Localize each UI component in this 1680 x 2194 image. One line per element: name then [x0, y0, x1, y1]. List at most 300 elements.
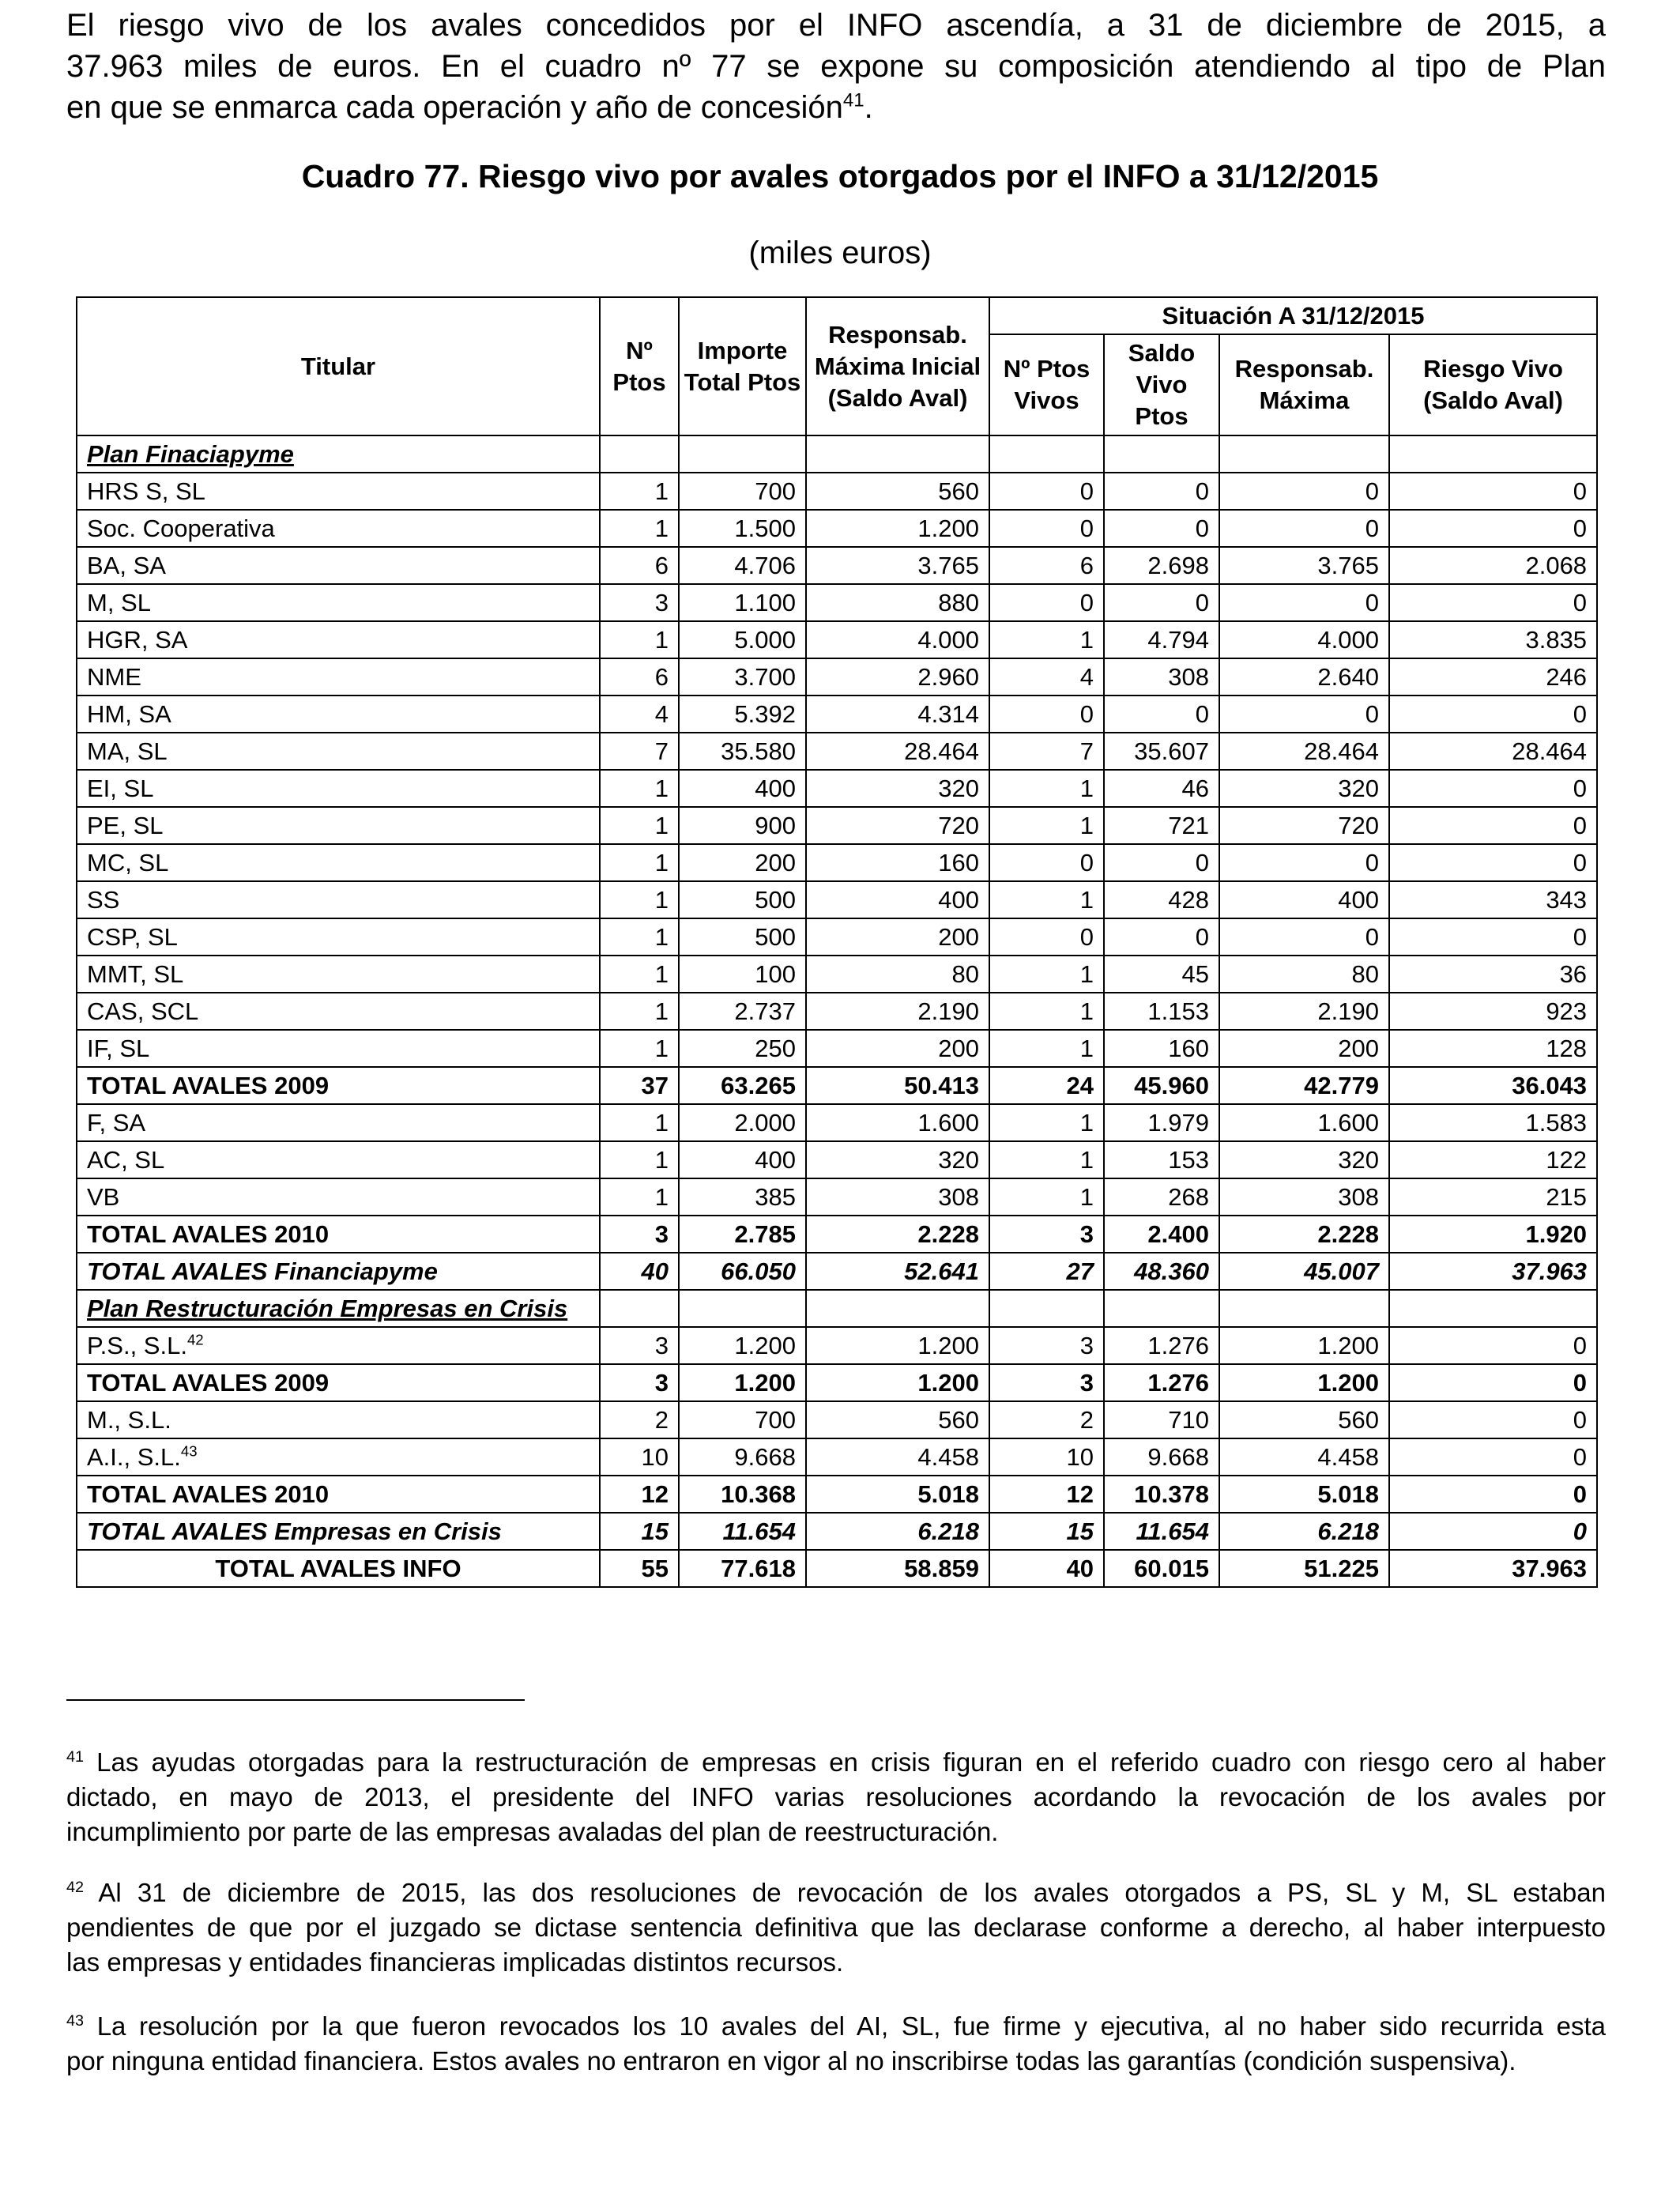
n-ptos-cell: 4 — [600, 696, 679, 733]
titular-text: M, SL — [87, 588, 151, 616]
resp-maxima-cell: 4.000 — [1219, 621, 1389, 658]
n-ptos-cell: 1 — [600, 993, 679, 1030]
titular-text: HRS S, SL — [87, 477, 205, 505]
n-ptos-cell: 1 — [600, 510, 679, 547]
n-ptos-vivos-cell: 0 — [989, 844, 1104, 881]
n-ptos-cell: 1 — [600, 956, 679, 993]
saldo-vivo-cell: 0 — [1104, 473, 1219, 510]
riesgo-vivo-cell: 36.043 — [1389, 1067, 1597, 1104]
n-ptos-vivos-cell: 27 — [989, 1253, 1104, 1290]
importe-cell: 385 — [679, 1178, 806, 1216]
importe-cell: 10.368 — [679, 1476, 806, 1513]
resp-inicial-cell: 4.458 — [806, 1438, 989, 1476]
table-row — [77, 473, 1597, 510]
titular-cell — [77, 770, 600, 807]
resp-maxima-cell: 28.464 — [1219, 733, 1389, 770]
n-ptos-vivos-cell: 10 — [989, 1438, 1104, 1476]
titular-text: SS — [87, 885, 120, 914]
importe-cell: 63.265 — [679, 1067, 806, 1104]
section-row — [77, 435, 1597, 473]
footnote-text: pendientes de que por el juzgado se dictase sentencia definitiva que las declarase conforme a derecho, al haber interpuesto — [66, 1913, 1606, 1942]
resp-maxima-cell: 42.779 — [1219, 1067, 1389, 1104]
titular-text: TOTAL AVALES 2010 — [87, 1220, 330, 1248]
importe-cell: 5.392 — [679, 696, 806, 733]
footnote-number: 43 — [66, 2012, 85, 2030]
header-resp-maxima: Responsab. Máxima — [1219, 334, 1389, 435]
riesgo-vivo-cell — [1389, 1290, 1597, 1327]
titular-text: TOTAL AVALES 2010 — [87, 1480, 330, 1508]
total-row — [77, 1550, 1597, 1587]
footnote-text: por ninguna entidad financiera. Estos avales no entraron en vigor al no inscribirse todas las garantías (condición suspensiva). — [66, 2046, 1516, 2075]
n-ptos-cell: 3 — [600, 1364, 679, 1401]
riesgo-vivo-cell: 215 — [1389, 1178, 1597, 1216]
resp-inicial-cell: 320 — [806, 770, 989, 807]
n-ptos-vivos-cell: 1 — [989, 621, 1104, 658]
riesgo-vivo-cell — [1389, 435, 1597, 473]
saldo-vivo-cell: 45 — [1104, 956, 1219, 993]
n-ptos-cell: 1 — [600, 770, 679, 807]
n-ptos-vivos-cell: 15 — [989, 1513, 1104, 1550]
riesgo-vivo-cell: 37.963 — [1389, 1253, 1597, 1290]
titular-cell — [77, 696, 600, 733]
titular-cell — [77, 956, 600, 993]
importe-cell: 66.050 — [679, 1253, 806, 1290]
riesgo-vivo-cell: 2.068 — [1389, 547, 1597, 584]
importe-cell: 4.706 — [679, 547, 806, 584]
n-ptos-cell: 55 — [600, 1550, 679, 1587]
resp-inicial-cell: 5.018 — [806, 1476, 989, 1513]
riesgo-vivo-cell: 122 — [1389, 1141, 1597, 1178]
importe-cell: 1.200 — [679, 1364, 806, 1401]
saldo-vivo-cell: 48.360 — [1104, 1253, 1219, 1290]
saldo-vivo-cell: 0 — [1104, 918, 1219, 956]
resp-maxima-cell: 6.218 — [1219, 1513, 1389, 1550]
n-ptos-cell: 1 — [600, 1141, 679, 1178]
n-ptos-cell — [600, 1290, 679, 1327]
n-ptos-cell: 3 — [600, 1216, 679, 1253]
importe-cell: 77.618 — [679, 1550, 806, 1587]
footnote-ref[interactable]: 43 — [180, 1442, 198, 1460]
resp-inicial-cell — [806, 1290, 989, 1327]
resp-maxima-cell: 1.600 — [1219, 1104, 1389, 1141]
table-row — [77, 658, 1597, 696]
titular-text: A.I., S.L. — [87, 1442, 181, 1471]
table-row — [77, 1327, 1597, 1364]
n-ptos-vivos-cell: 0 — [989, 510, 1104, 547]
resp-maxima-cell: 200 — [1219, 1030, 1389, 1067]
saldo-vivo-cell: 0 — [1104, 584, 1219, 621]
resp-maxima-cell: 320 — [1219, 770, 1389, 807]
resp-maxima-cell: 5.018 — [1219, 1476, 1389, 1513]
riesgo-vivo-cell: 0 — [1389, 696, 1597, 733]
importe-cell: 700 — [679, 473, 806, 510]
riesgo-vivo-cell: 0 — [1389, 918, 1597, 956]
n-ptos-cell: 12 — [600, 1476, 679, 1513]
n-ptos-vivos-cell: 1 — [989, 993, 1104, 1030]
resp-maxima-cell: 0 — [1219, 844, 1389, 881]
titular-text: EI, SL — [87, 774, 154, 802]
n-ptos-cell: 1 — [600, 473, 679, 510]
n-ptos-vivos-cell: 12 — [989, 1476, 1104, 1513]
resp-inicial-cell: 200 — [806, 918, 989, 956]
n-ptos-cell: 1 — [600, 844, 679, 881]
titular-cell — [77, 1401, 600, 1438]
resp-inicial-cell: 880 — [806, 584, 989, 621]
saldo-vivo-cell: 10.378 — [1104, 1476, 1219, 1513]
resp-maxima-cell: 2.190 — [1219, 993, 1389, 1030]
titular-text: MC, SL — [87, 848, 169, 876]
saldo-vivo-cell — [1104, 1290, 1219, 1327]
importe-cell: 1.500 — [679, 510, 806, 547]
total-row — [77, 1253, 1597, 1290]
riesgo-vivo-cell: 28.464 — [1389, 733, 1597, 770]
n-ptos-vivos-cell: 1 — [989, 881, 1104, 918]
titular-cell — [77, 1327, 600, 1364]
footnote-line — [66, 2044, 1606, 2079]
saldo-vivo-cell — [1104, 435, 1219, 473]
titular-cell — [77, 1030, 600, 1067]
resp-inicial-cell: 52.641 — [806, 1253, 989, 1290]
resp-maxima-cell — [1219, 435, 1389, 473]
table-row — [77, 844, 1597, 881]
titular-text: IF, SL — [87, 1034, 150, 1062]
table-title: Cuadro 77. Riesgo vivo por avales otorgados por el INFO a 31/12/2015 — [301, 158, 1379, 194]
titular-cell — [77, 1067, 600, 1104]
saldo-vivo-cell: 45.960 — [1104, 1067, 1219, 1104]
table-row — [77, 1178, 1597, 1216]
importe-cell: 250 — [679, 1030, 806, 1067]
riesgo-vivo-cell: 0 — [1389, 844, 1597, 881]
importe-cell: 35.580 — [679, 733, 806, 770]
resp-maxima-cell: 0 — [1219, 696, 1389, 733]
titular-text: HGR, SA — [87, 625, 188, 654]
titular-cell — [77, 584, 600, 621]
titular-cell — [77, 1141, 600, 1178]
resp-inicial-cell: 6.218 — [806, 1513, 989, 1550]
riesgo-vivo-cell: 3.835 — [1389, 621, 1597, 658]
resp-inicial-cell: 28.464 — [806, 733, 989, 770]
n-ptos-cell: 37 — [600, 1067, 679, 1104]
total-row — [77, 1067, 1597, 1104]
header-importe: Importe Total Ptos — [679, 297, 806, 435]
riesgo-vivo-cell: 1.920 — [1389, 1216, 1597, 1253]
table-row — [77, 584, 1597, 621]
titular-cell — [77, 435, 600, 473]
n-ptos-vivos-cell: 1 — [989, 956, 1104, 993]
importe-cell: 1.200 — [679, 1327, 806, 1364]
importe-cell — [679, 1290, 806, 1327]
footnote-ref-41[interactable]: 41 — [842, 89, 864, 111]
n-ptos-cell: 1 — [600, 807, 679, 844]
footnote-text: Las ayudas otorgadas para la restructuración de empresas en crisis figuran en el referido cuadro con riesgo cero al haber — [96, 1747, 1606, 1777]
table-row — [77, 993, 1597, 1030]
riesgo-vivo-cell: 0 — [1389, 584, 1597, 621]
n-ptos-cell: 6 — [600, 547, 679, 584]
n-ptos-vivos-cell: 3 — [989, 1216, 1104, 1253]
saldo-vivo-cell: 4.794 — [1104, 621, 1219, 658]
riesgo-vivo-cell: 0 — [1389, 1513, 1597, 1550]
table-row — [77, 807, 1597, 844]
resp-inicial-cell: 560 — [806, 473, 989, 510]
resp-maxima-cell: 0 — [1219, 918, 1389, 956]
importe-cell: 400 — [679, 1141, 806, 1178]
n-ptos-vivos-cell: 0 — [989, 473, 1104, 510]
table-row — [77, 696, 1597, 733]
resp-maxima-cell: 1.200 — [1219, 1327, 1389, 1364]
titular-cell — [77, 1364, 600, 1401]
titular-cell — [77, 1513, 600, 1550]
titular-cell — [77, 1253, 600, 1290]
intro-line-2: 37.963 miles de euros. En el cuadro nº 77 se expone su composición atendiendo al tipo de Plan — [66, 49, 1606, 84]
resp-maxima-cell: 1.200 — [1219, 1364, 1389, 1401]
resp-inicial-cell: 58.859 — [806, 1550, 989, 1587]
titular-text: MA, SL — [87, 737, 168, 765]
footnote-number: 42 — [66, 1879, 85, 1896]
saldo-vivo-cell: 153 — [1104, 1141, 1219, 1178]
titular-text: Plan Restructuración Empresas en Crisis — [87, 1294, 568, 1322]
riesgo-vivo-cell: 0 — [1389, 807, 1597, 844]
titular-cell — [77, 1104, 600, 1141]
resp-inicial-cell: 308 — [806, 1178, 989, 1216]
resp-inicial-cell: 560 — [806, 1401, 989, 1438]
n-ptos-cell: 6 — [600, 658, 679, 696]
resp-inicial-cell: 720 — [806, 807, 989, 844]
header-resp-inicial: Responsab. Máxima Inicial (Saldo Aval) — [806, 297, 989, 435]
saldo-vivo-cell: 46 — [1104, 770, 1219, 807]
resp-inicial-cell: 1.200 — [806, 510, 989, 547]
resp-inicial-cell — [806, 435, 989, 473]
saldo-vivo-cell: 2.698 — [1104, 547, 1219, 584]
riesgo-vivo-cell: 0 — [1389, 1438, 1597, 1476]
titular-cell — [77, 473, 600, 510]
saldo-vivo-cell: 1.276 — [1104, 1364, 1219, 1401]
n-ptos-cell: 1 — [600, 621, 679, 658]
n-ptos-cell: 1 — [600, 881, 679, 918]
titular-cell — [77, 733, 600, 770]
resp-maxima-cell: 80 — [1219, 956, 1389, 993]
table-row — [77, 1141, 1597, 1178]
n-ptos-vivos-cell: 24 — [989, 1067, 1104, 1104]
saldo-vivo-cell: 710 — [1104, 1401, 1219, 1438]
table-body — [77, 435, 1597, 1587]
importe-cell: 500 — [679, 881, 806, 918]
resp-maxima-cell: 3.765 — [1219, 547, 1389, 584]
resp-inicial-cell: 1.200 — [806, 1364, 989, 1401]
titular-cell — [77, 918, 600, 956]
resp-maxima-cell: 0 — [1219, 510, 1389, 547]
saldo-vivo-cell: 1.979 — [1104, 1104, 1219, 1141]
footnote-ref[interactable]: 42 — [186, 1331, 204, 1348]
table-row — [77, 956, 1597, 993]
resp-inicial-cell: 2.228 — [806, 1216, 989, 1253]
footnote-line — [66, 1815, 1606, 1849]
titular-cell — [77, 1290, 600, 1327]
titular-cell — [77, 844, 600, 881]
footnote-text: La resolución por la que fueron revocados los 10 avales del AI, SL, fue firme y ejecutiva, al no haber sido recurrida esta — [96, 2011, 1606, 2041]
n-ptos-cell: 2 — [600, 1401, 679, 1438]
resp-maxima-cell: 560 — [1219, 1401, 1389, 1438]
resp-maxima-cell: 720 — [1219, 807, 1389, 844]
n-ptos-vivos-cell: 40 — [989, 1550, 1104, 1587]
table-row — [77, 918, 1597, 956]
n-ptos-vivos-cell: 1 — [989, 1030, 1104, 1067]
table-row — [77, 547, 1597, 584]
saldo-vivo-cell: 0 — [1104, 844, 1219, 881]
header-n-ptos: Nº Ptos — [600, 297, 679, 435]
importe-cell — [679, 435, 806, 473]
table-unit: (miles euros) — [748, 236, 932, 270]
riesgo-vivo-cell: 923 — [1389, 993, 1597, 1030]
saldo-vivo-cell: 0 — [1104, 510, 1219, 547]
resp-inicial-cell: 4.000 — [806, 621, 989, 658]
footnote-line — [66, 2009, 1606, 2044]
resp-maxima-cell: 0 — [1219, 584, 1389, 621]
resp-inicial-cell: 4.314 — [806, 696, 989, 733]
footnote-text: Al 31 de diciembre de 2015, las dos resoluciones de revocación de los avales otorgados a PS, SL y M, SL estaban — [98, 1878, 1606, 1907]
n-ptos-vivos-cell — [989, 1290, 1104, 1327]
total-row — [77, 1513, 1597, 1550]
intro-paragraph — [66, 5, 1606, 128]
importe-cell: 1.100 — [679, 584, 806, 621]
saldo-vivo-cell: 428 — [1104, 881, 1219, 918]
titular-text: P.S., S.L. — [87, 1331, 187, 1359]
n-ptos-vivos-cell: 1 — [989, 1178, 1104, 1216]
resp-inicial-cell: 320 — [806, 1141, 989, 1178]
footnote-line — [66, 1745, 1606, 1780]
resp-maxima-cell: 4.458 — [1219, 1438, 1389, 1476]
n-ptos-vivos-cell: 3 — [989, 1327, 1104, 1364]
riesgo-vivo-cell: 0 — [1389, 510, 1597, 547]
n-ptos-vivos-cell: 0 — [989, 918, 1104, 956]
importe-cell: 2.000 — [679, 1104, 806, 1141]
n-ptos-vivos-cell: 1 — [989, 1104, 1104, 1141]
importe-cell: 900 — [679, 807, 806, 844]
resp-inicial-cell: 3.765 — [806, 547, 989, 584]
resp-inicial-cell: 200 — [806, 1030, 989, 1067]
resp-maxima-cell: 45.007 — [1219, 1253, 1389, 1290]
total-row — [77, 1216, 1597, 1253]
footnote-line — [66, 1780, 1606, 1815]
n-ptos-vivos-cell: 2 — [989, 1401, 1104, 1438]
titular-cell — [77, 658, 600, 696]
footnote-43 — [66, 2009, 1606, 2079]
table-row — [77, 1438, 1597, 1476]
footnote-text: dictado, en mayo de 2013, el presidente del INFO varias resoluciones acordando la revocación de los avales por — [66, 1782, 1606, 1811]
resp-inicial-cell: 2.960 — [806, 658, 989, 696]
importe-cell: 5.000 — [679, 621, 806, 658]
n-ptos-vivos-cell: 6 — [989, 547, 1104, 584]
importe-cell: 2.785 — [679, 1216, 806, 1253]
resp-inicial-cell: 2.190 — [806, 993, 989, 1030]
riesgo-vivo-cell: 343 — [1389, 881, 1597, 918]
saldo-vivo-cell: 9.668 — [1104, 1438, 1219, 1476]
riesgo-vivo-table — [76, 296, 1598, 1588]
titular-text: HM, SA — [87, 699, 171, 728]
saldo-vivo-cell: 2.400 — [1104, 1216, 1219, 1253]
saldo-vivo-cell: 721 — [1104, 807, 1219, 844]
titular-cell — [77, 621, 600, 658]
titular-text: CAS, SCL — [87, 997, 199, 1025]
riesgo-vivo-cell: 0 — [1389, 1476, 1597, 1513]
riesgo-vivo-cell: 36 — [1389, 956, 1597, 993]
n-ptos-cell: 15 — [600, 1513, 679, 1550]
saldo-vivo-cell: 1.153 — [1104, 993, 1219, 1030]
riesgo-vivo-cell: 37.963 — [1389, 1550, 1597, 1587]
header-riesgo-vivo: Riesgo Vivo (Saldo Aval) — [1389, 334, 1597, 435]
riesgo-vivo-cell: 0 — [1389, 1364, 1597, 1401]
titular-cell — [77, 1438, 600, 1476]
titular-cell — [77, 1216, 600, 1253]
n-ptos-vivos-cell: 4 — [989, 658, 1104, 696]
importe-cell: 700 — [679, 1401, 806, 1438]
n-ptos-vivos-cell: 0 — [989, 696, 1104, 733]
n-ptos-cell: 7 — [600, 733, 679, 770]
n-ptos-cell: 3 — [600, 584, 679, 621]
n-ptos-cell: 3 — [600, 1327, 679, 1364]
titular-text: TOTAL AVALES 2009 — [87, 1071, 330, 1099]
header-titular: Titular — [77, 297, 600, 435]
titular-text: CSP, SL — [87, 922, 178, 951]
n-ptos-cell: 1 — [600, 1030, 679, 1067]
resp-maxima-cell: 400 — [1219, 881, 1389, 918]
titular-text: PE, SL — [87, 811, 164, 839]
titular-text: BA, SA — [87, 551, 166, 579]
resp-inicial-cell: 160 — [806, 844, 989, 881]
importe-cell: 500 — [679, 918, 806, 956]
titular-text: Soc. Cooperativa — [87, 514, 275, 542]
table-row — [77, 733, 1597, 770]
n-ptos-vivos-cell: 1 — [989, 807, 1104, 844]
titular-text: TOTAL AVALES 2009 — [87, 1368, 330, 1397]
n-ptos-cell: 1 — [600, 1104, 679, 1141]
footnote-line — [66, 1945, 1606, 1980]
n-ptos-vivos-cell: 1 — [989, 1141, 1104, 1178]
table-row — [77, 1030, 1597, 1067]
riesgo-vivo-cell: 246 — [1389, 658, 1597, 696]
footnote-line — [66, 1875, 1606, 1910]
titular-cell — [77, 510, 600, 547]
importe-cell: 3.700 — [679, 658, 806, 696]
riesgo-vivo-cell: 128 — [1389, 1030, 1597, 1067]
n-ptos-cell — [600, 435, 679, 473]
riesgo-vivo-cell: 0 — [1389, 770, 1597, 807]
resp-inicial-cell: 80 — [806, 956, 989, 993]
resp-inicial-cell: 1.200 — [806, 1327, 989, 1364]
importe-cell: 400 — [679, 770, 806, 807]
saldo-vivo-cell: 308 — [1104, 658, 1219, 696]
titular-cell — [77, 807, 600, 844]
saldo-vivo-cell: 0 — [1104, 696, 1219, 733]
titular-cell — [77, 1476, 600, 1513]
resp-inicial-cell: 50.413 — [806, 1067, 989, 1104]
table-row — [77, 510, 1597, 547]
footnote-42 — [66, 1875, 1606, 1980]
table-row — [77, 770, 1597, 807]
footnote-separator — [66, 1699, 525, 1701]
n-ptos-vivos-cell: 1 — [989, 770, 1104, 807]
n-ptos-cell: 1 — [600, 918, 679, 956]
saldo-vivo-cell: 1.276 — [1104, 1327, 1219, 1364]
resp-maxima-cell: 2.640 — [1219, 658, 1389, 696]
footnote-number: 41 — [66, 1748, 85, 1766]
n-ptos-cell: 1 — [600, 1178, 679, 1216]
titular-text: TOTAL AVALES Financiapyme — [87, 1257, 438, 1285]
importe-cell: 200 — [679, 844, 806, 881]
titular-cell — [77, 993, 600, 1030]
titular-cell — [77, 1178, 600, 1216]
saldo-vivo-cell: 268 — [1104, 1178, 1219, 1216]
footnote-line — [66, 1910, 1606, 1945]
